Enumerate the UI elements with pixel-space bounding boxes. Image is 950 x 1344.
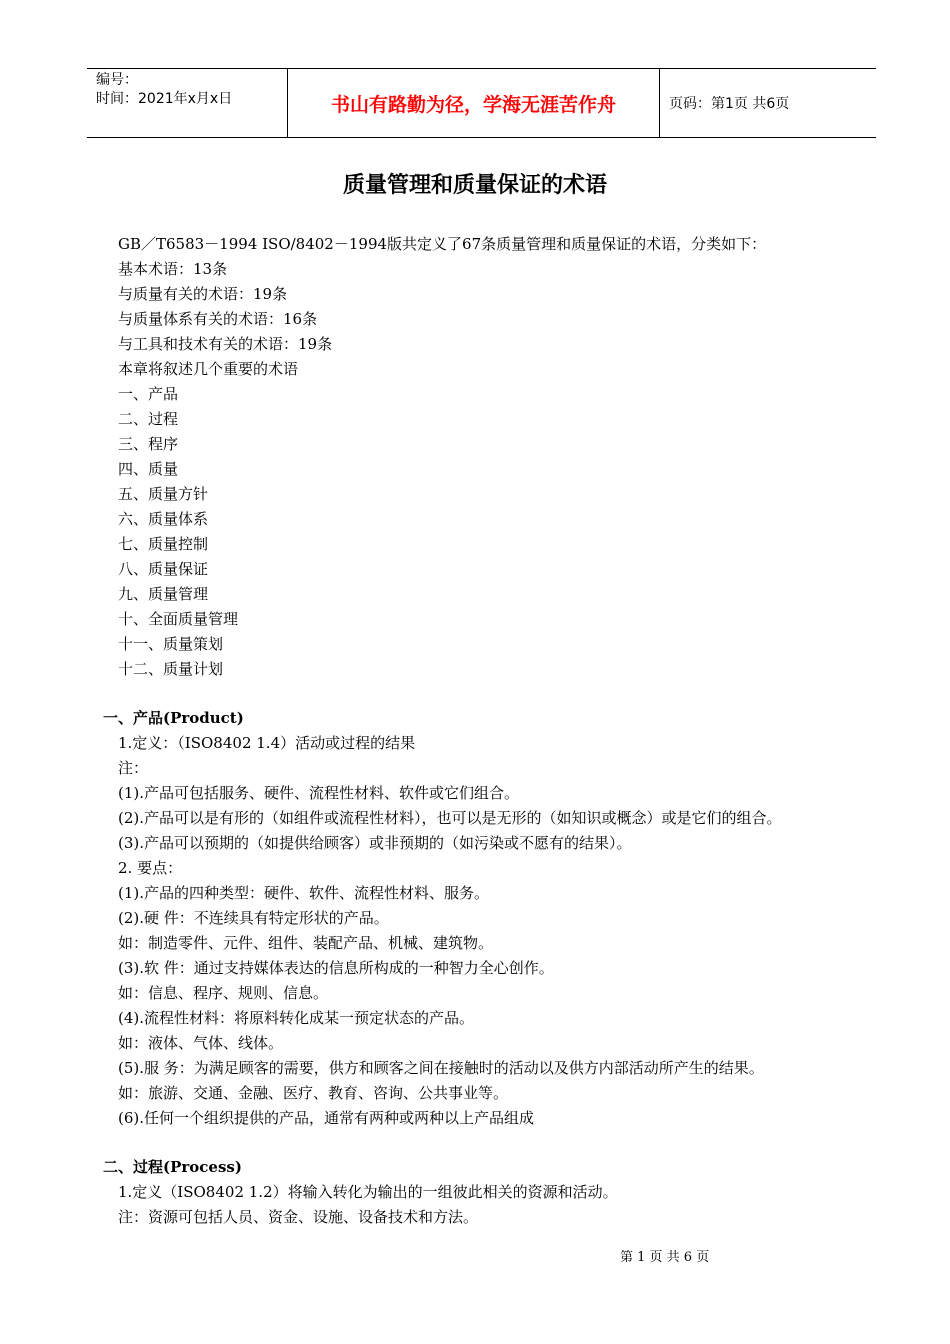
spacer: [0, 1131, 950, 1155]
section-line: 1.定义（ISO8402 1.2）将输入转化为输出的一组彼此相关的资源和活动。: [118, 1183, 618, 1201]
document-body: [0, 232, 950, 1230]
toc-item: 七、质量控制: [118, 535, 209, 553]
spacer: [0, 682, 950, 706]
toc-item: 十二、质量计划: [118, 660, 224, 678]
toc-item: 五、质量方针: [118, 485, 209, 503]
header-motto: 书山有路勤为径，学海无涯苦作舟: [287, 69, 660, 137]
section-line: (1).产品的四种类型：硬件、软件、流程性材料、服务。: [118, 884, 490, 902]
toc-item: 二、过程: [118, 410, 179, 428]
section-line: (2).硬 件：不连续具有特定形状的产品。: [118, 909, 389, 927]
intro-line: 与工具和技术有关的术语：19条: [118, 335, 333, 353]
section-heading: 二、过程(Process): [103, 1158, 242, 1176]
header-page-number: 页码：第1页 共6页: [669, 96, 790, 112]
toc-item: 四、质量: [118, 460, 179, 478]
toc-item: 三、程序: [118, 435, 179, 453]
toc-item: 一、产品: [118, 385, 179, 403]
section-product: [0, 706, 950, 1131]
section-line: (3).软 件：通过支持媒体表达的信息所构成的一种智力全心创作。: [118, 959, 554, 977]
toc-item: 九、质量管理: [118, 585, 209, 603]
section-line: 1.定义：（ISO8402 1.4）活动或过程的结果: [118, 734, 416, 752]
page-title: 质量管理和质量保证的术语: [342, 173, 607, 198]
intro-list: [0, 232, 950, 682]
section-line: 如：信息、程序、规则、信息。: [118, 984, 329, 1002]
header-meta: [87, 69, 287, 137]
section-line: 2. 要点：: [118, 859, 183, 877]
section-line: (1).产品可包括服务、硬件、流程性材料、软件或它们组合。: [118, 784, 520, 802]
intro-line: 基本术语：13条: [118, 260, 228, 278]
document-number: 编号：: [96, 72, 138, 88]
intro-line: 本章将叙述几个重要的术语: [118, 360, 299, 378]
intro-line: 与质量有关的术语：19条: [118, 285, 288, 303]
document-time: 时间：2021年x月x日: [96, 91, 233, 107]
section-line: 如：制造零件、元件、组件、装配产品、机械、建筑物。: [118, 934, 494, 952]
section-line: (3).产品可以预期的（如提供给顾客）或非预期的（如污染或不愿有的结果）。: [118, 834, 632, 852]
page-footer: 第 1 页 共 6 页: [620, 1250, 710, 1265]
toc-item: 十一、质量策划: [118, 635, 224, 653]
page-header: [87, 68, 876, 138]
section-line: (4).流程性材料：将原料转化成某一预定状态的产品。: [118, 1009, 475, 1027]
section-line: 如：旅游、交通、金融、医疗、教育、咨询、公共事业等。: [118, 1084, 509, 1102]
toc-item: 六、质量体系: [118, 510, 209, 528]
toc-item: 八、质量保证: [118, 560, 209, 578]
section-line: (6).任何一个组织提供的产品，通常有两种或两种以上产品组成: [118, 1109, 535, 1127]
intro-line: GB／T6583－1994 ISO/8402－1994版共定义了67条质量管理和质量保证的术语，分类如下：: [118, 235, 767, 253]
section-line: (5).服 务：为满足顾客的需要，供方和顾客之间在接触时的活动以及供方内部活动所产生的结果。: [118, 1059, 764, 1077]
section-line: 如：液体、气体、线体。: [118, 1034, 284, 1052]
section-line: 注：资源可包括人员、资金、设施、设备技术和方法。: [118, 1208, 479, 1226]
section-heading: 一、产品(Product): [103, 709, 244, 727]
intro-line: 与质量体系有关的术语：16条: [118, 310, 318, 328]
toc-item: 十、全面质量管理: [118, 610, 239, 628]
section-process: [0, 1155, 950, 1230]
section-line: 注：: [118, 759, 149, 777]
section-line: (2).产品可以是有形的（如组件或流程性材料），也可以是无形的（如知识或概念）或是它们的组合。: [118, 809, 782, 827]
